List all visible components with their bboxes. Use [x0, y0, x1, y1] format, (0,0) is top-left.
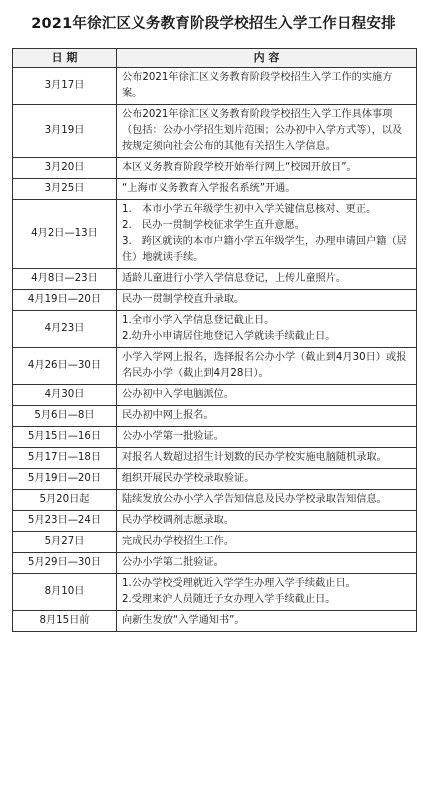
row-content-line: 1.全市小学入学信息登记截止日。	[122, 315, 275, 326]
row-content	[117, 448, 417, 469]
table-row	[13, 348, 417, 385]
row-content	[117, 311, 417, 348]
row-content	[117, 269, 417, 290]
table-row	[13, 105, 417, 158]
row-content-line: 完成民办学校招生工作。	[122, 536, 235, 547]
row-date: 5月6日—8日	[13, 406, 117, 427]
row-content-line: 3. 跨区就读的本市户籍小学五年级学生，办理申请回户籍（居住）地就读手续。	[122, 236, 407, 263]
row-content	[117, 385, 417, 406]
table-row	[13, 448, 417, 469]
row-content-line: 公布2021年徐汇区义务教育阶段学校招生入学工作具体事项（包括：公办小学招生划片范围；公办初中入学方式等），以及按规定须向社会公布的其他有关招生入学信息。	[122, 109, 403, 152]
row-content-line: 陆续发放公办小学入学告知信息及民办学校录取告知信息。	[122, 494, 387, 505]
schedule-rows	[13, 68, 417, 632]
row-content	[117, 105, 417, 158]
table-row	[13, 269, 417, 290]
table-row	[13, 158, 417, 179]
table-row	[13, 311, 417, 348]
row-content-line: 对报名人数超过招生计划数的民办学校实施电脑随机录取。	[122, 452, 387, 463]
row-content-line: 公办小学第一批验证。	[122, 431, 224, 442]
table-row	[13, 511, 417, 532]
row-date: 5月20日起	[13, 490, 117, 511]
row-content-line: 小学入学网上报名，选择报名公办小学（截止到4月30日）或报名民办小学（截止到4月28日）。	[122, 352, 407, 379]
row-date: 3月20日	[13, 158, 117, 179]
row-content-line: 公办初中入学电脑派位。	[122, 389, 235, 400]
row-content	[117, 158, 417, 179]
page-title: 2021年徐汇区义务教育阶段学校招生入学工作日程安排	[31, 16, 396, 32]
row-content-line: 2. 民办一贯制学校征求学生直升意愿。	[122, 220, 305, 231]
row-content	[117, 179, 417, 200]
row-date: 5月15日—16日	[13, 427, 117, 448]
row-date: 3月19日	[13, 105, 117, 158]
row-content	[117, 574, 417, 611]
row-content-line: 民办学校调剂志愿录取。	[122, 515, 235, 526]
row-date: 8月10日	[13, 574, 117, 611]
row-content	[117, 290, 417, 311]
row-date: 3月25日	[13, 179, 117, 200]
row-date: 4月8日—23日	[13, 269, 117, 290]
row-content-line: “上海市义务教育入学报名系统”开通。	[122, 183, 296, 194]
row-content-line: 民办初中网上报名。	[122, 410, 214, 421]
row-date: 4月30日	[13, 385, 117, 406]
schedule-table	[12, 48, 417, 632]
table-row	[13, 406, 417, 427]
row-date: 4月19日—20日	[13, 290, 117, 311]
row-content-line: 适龄儿童进行小学入学信息登记，上传儿童照片。	[122, 273, 347, 284]
row-content	[117, 611, 417, 632]
table-row	[13, 611, 417, 632]
row-content-line: 1.公办学校受理就近入学学生办理入学手续截止日。	[122, 578, 356, 589]
row-date: 5月29日—30日	[13, 553, 117, 574]
table-row	[13, 179, 417, 200]
header-content: 内 容	[117, 49, 417, 68]
table-row	[13, 385, 417, 406]
header-date: 日 期	[13, 49, 117, 68]
row-date: 8月15日前	[13, 611, 117, 632]
row-content	[117, 469, 417, 490]
row-content-line: 公布2021年徐汇区义务教育阶段学校招生入学工作的实施方案。	[122, 72, 393, 99]
row-content-line: 民办一贯制学校直升录取。	[122, 294, 245, 305]
table-row	[13, 290, 417, 311]
table-row	[13, 574, 417, 611]
row-date: 3月17日	[13, 68, 117, 105]
table-row	[13, 200, 417, 269]
row-content-line: 组织开展民办学校录取验证。	[122, 473, 255, 484]
table-header-row	[13, 49, 417, 68]
table-row	[13, 427, 417, 448]
table-row	[13, 68, 417, 105]
row-content-line: 2.受理来沪人员随迁子女办理入学手续截止日。	[122, 594, 336, 605]
row-content-line: 向新生发放“入学通知书”。	[122, 615, 245, 626]
row-content-line: 本区义务教育阶段学校开始举行网上“校园开放日”。	[122, 162, 357, 173]
row-content-line: 2.幼升小申请居住地登记入学就读手续截止日。	[122, 331, 336, 342]
row-content	[117, 406, 417, 427]
table-row	[13, 532, 417, 553]
row-date: 5月19日—20日	[13, 469, 117, 490]
row-content	[117, 200, 417, 269]
row-content	[117, 511, 417, 532]
table-row	[13, 490, 417, 511]
row-content	[117, 427, 417, 448]
table-row	[13, 469, 417, 490]
row-date: 4月26日—30日	[13, 348, 117, 385]
row-date: 4月23日	[13, 311, 117, 348]
row-date: 4月2日—13日	[13, 200, 117, 269]
row-content-line: 1. 本市小学五年级学生初中入学关键信息核对、更正。	[122, 204, 377, 215]
table-row	[13, 553, 417, 574]
row-content	[117, 490, 417, 511]
row-content	[117, 553, 417, 574]
row-content	[117, 348, 417, 385]
row-content	[117, 68, 417, 105]
row-content-line: 公办小学第二批验证。	[122, 557, 224, 568]
row-content	[117, 532, 417, 553]
row-date: 5月17日—18日	[13, 448, 117, 469]
row-date: 5月27日	[13, 532, 117, 553]
row-date: 5月23日—24日	[13, 511, 117, 532]
